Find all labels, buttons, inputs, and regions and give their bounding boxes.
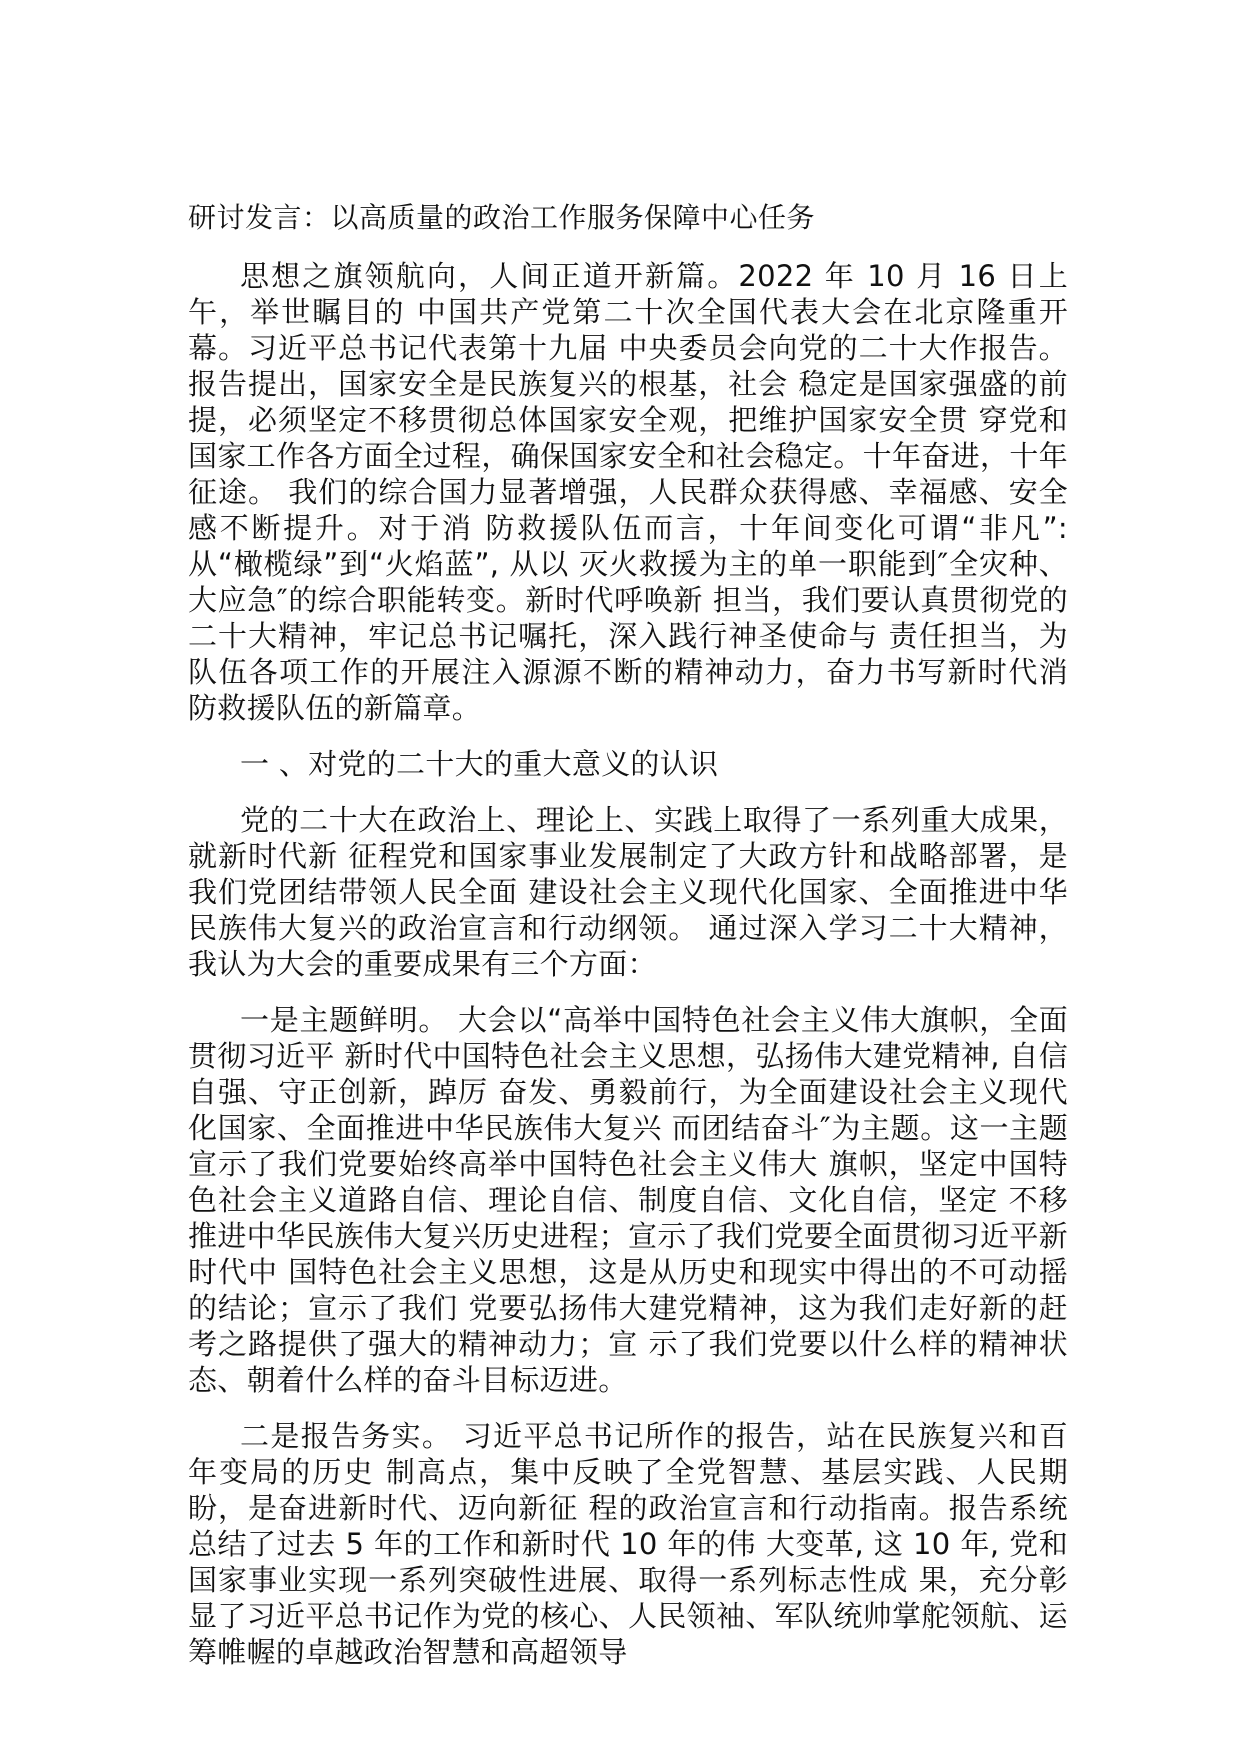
section-heading: 一 、对党的二十大的重大意义的认识 xyxy=(240,747,719,781)
document-page xyxy=(188,198,1068,1670)
section-paragraph: 党的二十大在政治上、理论上、实践上取得了一系列重大成果，就新时代新 征程党和国家事业发展制定了大政方针和战略部署，是我们党团结带领人民全面 建设社会主义现代化国家、全面推进中华民族伟大复兴的政治宣言和行动纲领。 通过深入学习二十大精神，我认为大会的重要成果有三个方面： xyxy=(188,803,1068,981)
document-title: 研讨发言：以高质量的政治工作服务保障中心任务 xyxy=(188,201,816,234)
point-one-paragraph: 一是主题鲜明。 大会以“高举中国特色社会主义伟大旗帜，全面贯彻习近平 新时代中国特色社会主义思想，弘扬伟大建党精神, 自信自强、守正创新，踔厉 奋发、勇毅前行，为全面建设社会主义现代化国家、全面推进中华民族伟大复兴 而团结奋斗″为主题。这一主题宣示了我们党要始终高举中国特色社会主义伟大 旗帜，坚定中国特色社会主义道路自信、理论自信、制度自信、文化自信，坚定 不移推进中华民族伟大复兴历史进程；宣示了我们党要全面贯彻习近平新时代中 国特色社会主义思想，这是从历史和现实中得出的不可动摇的结论；宣示了我们 党要弘扬伟大建党精神，这为我们走好新的赶考之路提供了强大的精神动力；宣 示了我们党要以什么样的精神状态、朝着什么样的奋斗目标迈进。 xyxy=(188,1003,1068,1397)
intro-paragraph: 思想之旗领航向，人间正道开新篇。2022 年 10 月 16 日上午，举世瞩目的 中国共产党第二十次全国代表大会在北京隆重开幕。习近平总书记代表第十九届 中央委员会向党的二十大作报告。报告提出，国家安全是民族复兴的根基，社会 稳定是国家强盛的前提，必须坚定不移贯彻总体国家安全观，把维护国家安全贯 穿党和国家工作各方面全过程，确保国家安全和社会稳定。十年奋进，十年征途。 我们的综合国力显著增强，人民群众获得感、幸福感、安全感不断提升。对于消 防救援队伍而言，十年间变化可谓“非凡”: 从“橄榄绿”到“火焰蓝”, 从以 灭火救援为主的单一职能到″全灾种、大应急″的综合职能转变。新时代呼唤新 担当，我们要认真贯彻党的二十大精神，牢记总书记嘱托，深入践行神圣使命与 责任担当，为队伍各项工作的开展注入源源不断的精神动力，奋力书写新时代消 防救援队伍的新篇章。 xyxy=(188,259,1068,725)
point-two-paragraph: 二是报告务实。 习近平总书记所作的报告，站在民族复兴和百年变局的历史 制高点，集中反映了全党智慧、基层实践、人民期盼，是奋进新时代、迈向新征 程的政治宣言和行动指南。报告系统总结了过去 5 年的工作和新时代 10 年的伟 大变革, 这 10 年, 党和国家事业实现一系列突破性进展、取得一系列标志性成 果，充分彰显了习近平总书记作为党的核心、人民领袖、军队统帅掌舵领航、运 筹帷幄的卓越政治智慧和高超领导 xyxy=(188,1419,1068,1669)
